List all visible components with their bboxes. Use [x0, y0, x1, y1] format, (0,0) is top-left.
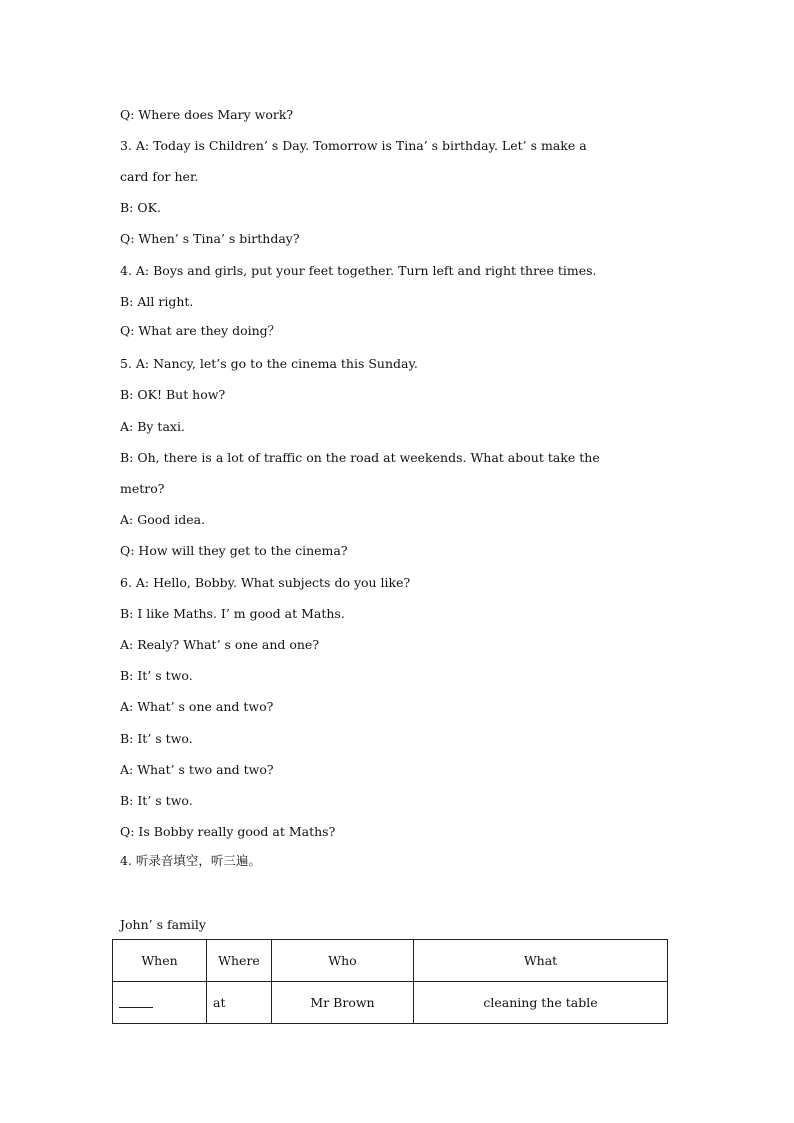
text-line: metro?: [120, 481, 165, 496]
text-line: B: OK.: [120, 200, 161, 215]
text-line: 3. A: Today is Children’ s Day. Tomorrow is Tina’ s birthday. Let’ s make a: [120, 138, 587, 153]
text-line: Q: Is Bobby really good at Maths?: [120, 824, 336, 839]
text-line: A: By taxi.: [120, 419, 185, 434]
text-line: Q: How will they get to the cinema?: [120, 543, 348, 558]
text-line: Q: When’ s Tina’ s birthday?: [120, 231, 300, 246]
text-line: B: All right.: [120, 294, 194, 309]
text-line: 4. A: Boys and girls, put your feet together. Turn left and right three times.: [120, 263, 597, 278]
text-line: B: Oh, there is a lot of traffic on the road at weekends. What about take the: [120, 450, 600, 465]
text-line: A: Realy? What’ s one and one?: [120, 637, 320, 652]
cell-what: cleaning the table: [414, 982, 668, 1024]
header-when: When: [113, 940, 207, 982]
header-who: Who: [272, 940, 414, 982]
text-line: A: What’ s two and two?: [120, 762, 274, 777]
table-row: [113, 982, 668, 1024]
text-line: Q: What are they doing？: [120, 323, 281, 338]
text-line: card for her.: [120, 169, 199, 184]
table-header-row: [113, 940, 668, 982]
text-line: B: I like Maths. I’ m good at Maths.: [120, 606, 345, 621]
table-caption: John’ s family: [120, 917, 206, 932]
cell-where: at: [207, 982, 272, 1024]
header-what: What: [414, 940, 668, 982]
text-line: B: It’ s two.: [120, 668, 193, 683]
family-table: [112, 939, 668, 1024]
text-line: B: It’ s two.: [120, 793, 193, 808]
text-line: B: OK! But how?: [120, 387, 226, 402]
cell-who: Mr Brown: [272, 982, 414, 1024]
header-where: Where: [207, 940, 272, 982]
text-line: 6. A: Hello, Bobby. What subjects do you like?: [120, 575, 411, 590]
text-line: B: It’ s two.: [120, 731, 193, 746]
text-line: A: Good idea.: [120, 512, 206, 527]
answer-blank[interactable]: [119, 995, 153, 1008]
text-line: Q: Where does Mary work?: [120, 107, 294, 122]
cell-when[interactable]: [113, 982, 207, 1024]
text-line: 5. A: Nancy, let’s go to the cinema this Sunday.: [120, 356, 418, 371]
section-heading: 4. 听录音填空，听三遍。: [120, 853, 261, 868]
text-line: A: What’ s one and two?: [120, 699, 274, 714]
